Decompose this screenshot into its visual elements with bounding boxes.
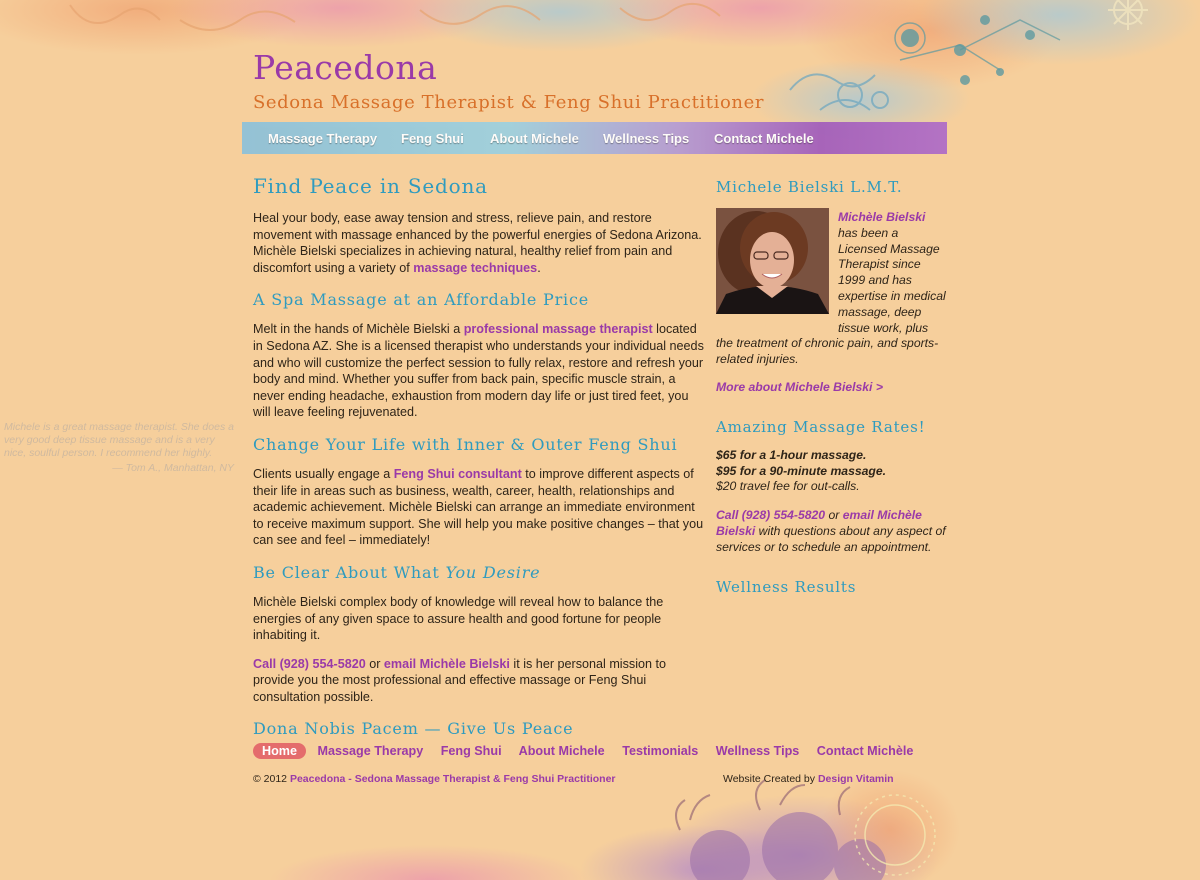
- main-content: [253, 172, 705, 738]
- heading-rates: Amazing Massage Rates!: [716, 417, 926, 436]
- motto: Dona Nobis Pacem — Give Us Peace: [253, 719, 574, 739]
- testimonial-text: Michele is a great massage therapist. She does a very good deep tissue massage and is a very nice, soulful person. I recommend her highly.: [4, 421, 234, 459]
- link-feng-shui-consultant[interactable]: Feng Shui consultant: [393, 466, 522, 481]
- link-design-vitamin[interactable]: Design Vitamin: [817, 773, 894, 785]
- site-credit: Website Created by Design Vitamin: [723, 773, 894, 785]
- footer-nav-feng-shui[interactable]: Feng Shui: [440, 744, 502, 758]
- footer-nav-about-michele[interactable]: About Michele: [518, 744, 605, 758]
- link-more-about-michele[interactable]: More about Michele Bielski >: [716, 379, 883, 394]
- link-professional-massage-therapist[interactable]: professional massage therapist: [463, 322, 653, 337]
- paragraph-spa-massage: Melt in the hands of Michèle Bielski a professional massage therapist located in Sedona AZ. She is a licensed therapist who understands your individual needs and who will customize the perfect session to fully relax, restore and refresh your body and mind. Whether you suffer from back pain, specific muscle strain, a never ending headache, exhaustion from modern day life or just tired feet, you will leave feeling rejuvenated.: [253, 322, 704, 420]
- link-email-michele[interactable]: email Michèle Bielski: [383, 656, 510, 671]
- footer-nav-wellness-tips[interactable]: Wellness Tips: [715, 744, 800, 758]
- nav-massage-therapy[interactable]: Massage Therapy: [268, 131, 378, 146]
- portrait-photo: [716, 208, 829, 314]
- heading-bio: Michele Bielski L.M.T.: [716, 178, 903, 196]
- paragraph-intro: Heal your body, ease away tension and stress, relieve pain, and restore movement with massage enhanced by the powerful energies of Sedona Arizona. Michèle Bielski specializes in achieving natural, healthy relief from pain and discomfort using a variety of massage techniques.: [253, 211, 702, 275]
- footer-nav-massage-therapy[interactable]: Massage Therapy: [317, 744, 424, 758]
- rate-travel-fee: $20 travel fee for out-calls.: [716, 479, 860, 494]
- nav-contact-michele[interactable]: Contact Michele: [714, 131, 814, 146]
- link-copyright-site[interactable]: Peacedona - Sedona Massage Therapist & Feng Shui Practitioner: [289, 773, 616, 785]
- site-title[interactable]: Peacedona: [253, 48, 438, 87]
- contact-paragraph: Call (928) 554-5820 or email Michèle Bielski with questions about any aspect of services or to schedule an appointment.: [716, 508, 946, 554]
- heading-feng-shui: Change Your Life with Inner & Outer Feng Shui: [253, 434, 678, 454]
- rate-90-minute: $95 for a 90-minute massage.: [716, 463, 887, 478]
- portrait-image: [716, 208, 829, 314]
- heading-spa-massage: A Spa Massage at an Affordable Price: [253, 290, 589, 310]
- rates-list: [716, 448, 948, 495]
- main-navigation: [242, 122, 947, 154]
- footer-navigation: [253, 744, 927, 758]
- link-sidebar-call[interactable]: Call (928) 554-5820: [716, 508, 826, 523]
- link-bio-name[interactable]: Michèle Bielski: [838, 210, 926, 224]
- link-call-phone[interactable]: Call (928) 554-5820: [253, 656, 366, 671]
- sidebar: [716, 172, 948, 596]
- heading-wellness-results: Wellness Results: [716, 577, 857, 596]
- paragraph-call-to-action: Call (928) 554-5820 or email Michèle Bielski it is her personal mission to provide you the most professional and effective massage or Feng Shui consultation possible.: [253, 656, 667, 704]
- footer-nav-testimonials[interactable]: Testimonials: [622, 744, 699, 758]
- testimonial-author: — Tom A., Manhattan, NY: [112, 462, 234, 474]
- nav-about-michele[interactable]: About Michele: [490, 131, 579, 146]
- rate-1-hour: $65 for a 1-hour massage.: [716, 447, 867, 462]
- testimonial-rotator: [4, 421, 234, 475]
- copyright: © 2012 Peacedona - Sedona Massage Therapist & Feng Shui Practitioner: [253, 773, 616, 785]
- heading-be-clear: Be Clear About What You Desire: [253, 562, 541, 582]
- link-sidebar-email[interactable]: email Michèle Bielski: [716, 508, 922, 538]
- footer-nav-home[interactable]: Home: [253, 743, 306, 759]
- bio-text: Michèle Bielski has been a Licensed Massage Therapist since 1999 and has expertise in medical massage, deep tissue work, plus the treatment of chronic pain, and sports-related injuries.: [716, 210, 946, 367]
- link-massage-techniques[interactable]: massage techniques: [413, 260, 538, 275]
- footer-nav-contact-michele[interactable]: Contact Michèle: [816, 744, 914, 758]
- site-tagline: Sedona Massage Therapist & Feng Shui Practitioner: [253, 92, 765, 113]
- paragraph-feng-shui: Clients usually engage a Feng Shui consultant to improve different aspects of their life in areas such as business, wealth, career, health, relationships and academic achievement. Michèle Bielski can arrange an immediate environment to receive maximum support. She will help you make positive changes – that you can see and feel – immediately!: [253, 466, 704, 548]
- more-about-paragraph: [716, 380, 948, 396]
- nav-feng-shui[interactable]: Feng Shui: [401, 131, 464, 146]
- nav-wellness-tips[interactable]: Wellness Tips: [603, 131, 690, 146]
- paragraph-be-clear: Michèle Bielski complex body of knowledge will reveal how to balance the energies of any given space to assure health and good fortune for people inhabiting it.: [253, 594, 664, 643]
- heading-find-peace: Find Peace in Sedona: [253, 174, 488, 198]
